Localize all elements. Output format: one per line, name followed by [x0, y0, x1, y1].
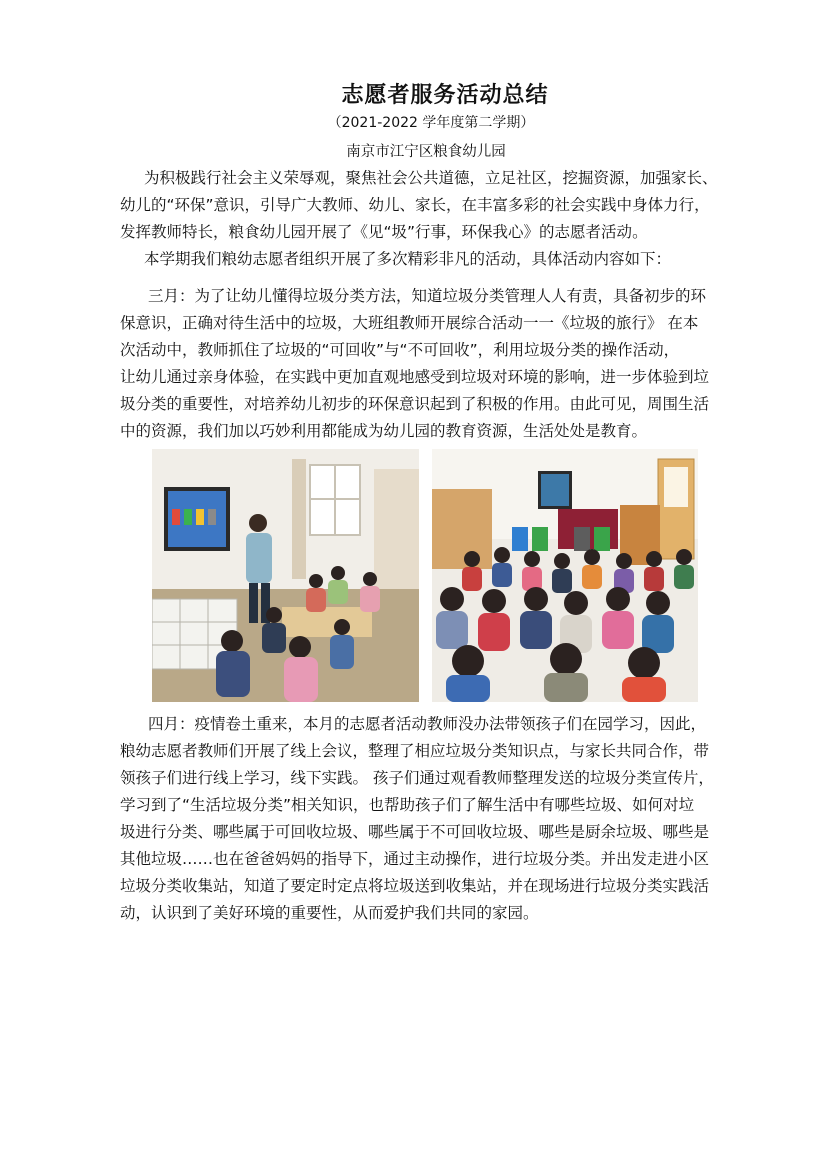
april-paragraph-line: 领孩子们进行线上学习，线下实践。 孩子们通过观看教师整理发送的垃圾分类宣传片， — [120, 769, 714, 787]
march-paragraph-line: 让幼儿通过亲身体验，在实践中更加直观地感受到垃圾对环境的影响，进一步体验到垃 — [120, 368, 710, 386]
april-paragraph-line: 粮幼志愿者教师们开展了线上会议，整理了相应垃圾分类知识点，与家长共同合作，带 — [120, 742, 710, 760]
april-paragraph-line: 圾进行分类、哪些属于可回收垃圾、哪些属于不可回收垃圾、哪些是厨余垃圾、哪些是 — [120, 823, 710, 841]
march-paragraph-line: 三月：为了让幼儿懂得垃圾分类方法，知道垃圾分类管理人人有责，具备初步的环 — [148, 287, 707, 305]
document-title: 志愿者服务活动总结 — [341, 83, 549, 108]
term-subtitle: （2021-2022 学年度第二学期） — [327, 115, 535, 131]
april-paragraph-line: 垃圾分类收集站，知道了要定时定点将垃圾送到收集站，并在现场进行垃圾分类实践活 — [120, 877, 710, 895]
summary-line: 本学期我们粮幼志愿者组织开展了多次精彩非凡的活动，具体活动内容如下： — [144, 250, 672, 268]
april-paragraph-line: 四月：疫情卷土重来，本月的志愿者活动教师没办法带领孩子们在园学习，因此， — [148, 715, 707, 733]
classroom-photo-children — [432, 449, 698, 702]
intro-line: 发挥教师特长，粮食幼儿园开展了《见“圾”行事，环保我心》的志愿者活动。 — [120, 223, 648, 241]
intro-line: 为积极践行社会主义荣辱观，聚焦社会公共道德，立足社区，挖掘资源，加强家长、 — [144, 169, 718, 187]
march-paragraph-line: 中的资源，我们加以巧妙利用都能成为幼儿园的教育资源，生活处处是教育。 — [120, 422, 648, 440]
april-paragraph-line: 动，认识到了美好环境的重要性，从而爱护我们共同的家园。 — [120, 904, 539, 922]
march-paragraph-line: 保意识，正确对待生活中的垃圾，大班组教师开展综合活动一一《垃圾的旅行》 在本 — [120, 314, 699, 332]
march-paragraph-line: 圾分类的重要性，对培养幼儿初步的环保意识起到了积极的作用。由此可见，周围生活 — [120, 395, 710, 413]
april-paragraph-line: 其他垃圾……也在爸爸妈妈的指导下，通过主动操作，进行垃圾分类。并出发走进小区 — [120, 850, 710, 868]
march-paragraph-line: 次活动中，教师抓住了垃圾的“可回收”与“不可回收”，利用垃圾分类的操作活动， — [120, 341, 680, 359]
april-paragraph-line: 学习到了“生活垃圾分类”相关知识，也帮助孩子们了解生活中有哪些垃圾、如何对垃 — [120, 796, 695, 814]
intro-line: 幼儿的“环保”意识，引导广大教师、幼儿、家长，在丰富多彩的社会实践中身体力行， — [120, 196, 710, 214]
school-name: 南京市江宁区粮食幼儿园 — [346, 144, 506, 160]
classroom-photo-teacher — [152, 449, 419, 702]
